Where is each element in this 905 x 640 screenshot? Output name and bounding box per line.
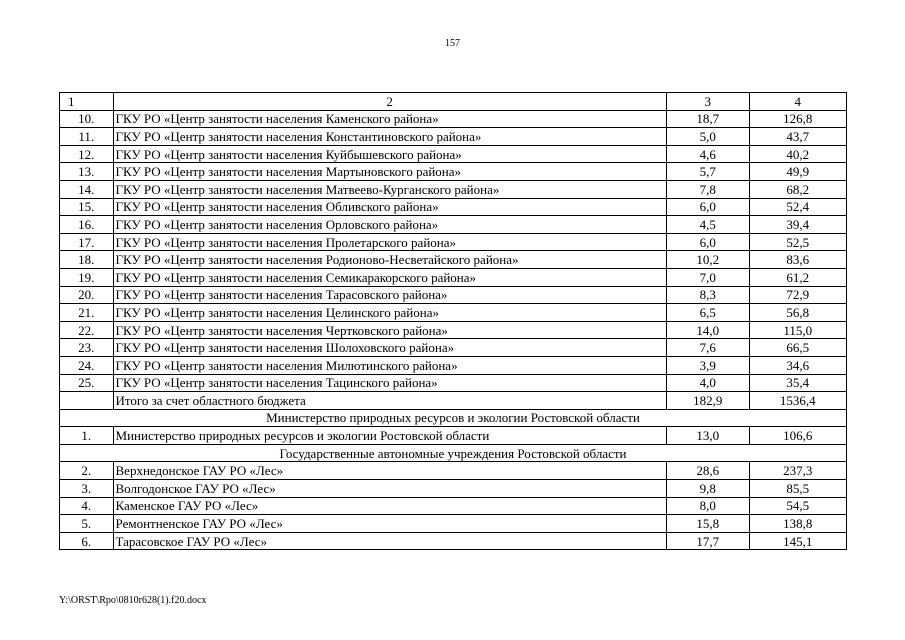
row-name: Тарасовское ГАУ РО «Лес» [113, 532, 666, 550]
row-value-3: 10,2 [666, 251, 749, 269]
row-value-4: 49,9 [749, 163, 846, 181]
row-name: ГКУ РО «Центр занятости населения Родионово-Несветайского района» [113, 251, 666, 269]
row-value-3: 4,6 [666, 145, 749, 163]
row-value-3: 5,7 [666, 163, 749, 181]
row-value-3: 13,0 [666, 427, 749, 445]
table-row [60, 110, 847, 128]
section-gau-label: Государственные автономные учреждения Ростовской области [60, 444, 847, 462]
row-value-3: 7,6 [666, 339, 749, 357]
subtotal-label: Итого за счет областного бюджета [113, 392, 666, 410]
table-row [60, 462, 847, 480]
row-name: ГКУ РО «Центр занятости населения Пролетарского района» [113, 233, 666, 251]
row-value-4: 39,4 [749, 216, 846, 234]
row-number: 18. [60, 251, 114, 269]
table-row [60, 374, 847, 392]
row-name: ГКУ РО «Центр занятости населения Семикаракорского района» [113, 268, 666, 286]
row-value-3: 6,0 [666, 233, 749, 251]
row-value-3: 4,5 [666, 216, 749, 234]
row-name: ГКУ РО «Центр занятости населения Обливского района» [113, 198, 666, 216]
row-value-3: 17,7 [666, 532, 749, 550]
subtotal-value-3: 182,9 [666, 392, 749, 410]
row-value-4: 145,1 [749, 532, 846, 550]
data-table [59, 92, 847, 550]
section-ministry-label: Министерство природных ресурсов и экологии Ростовской области [60, 409, 847, 427]
row-number: 4. [60, 497, 114, 515]
table-row [60, 515, 847, 533]
row-value-4: 61,2 [749, 268, 846, 286]
table-row [60, 497, 847, 515]
header-col-1: 1 [60, 93, 114, 111]
table-row [60, 321, 847, 339]
row-number: 19. [60, 268, 114, 286]
row-number: 16. [60, 216, 114, 234]
row-number: 2. [60, 462, 114, 480]
row-value-4: 68,2 [749, 180, 846, 198]
row-number: 20. [60, 286, 114, 304]
row-value-4: 115,0 [749, 321, 846, 339]
row-value-4: 56,8 [749, 304, 846, 322]
table-row [60, 128, 847, 146]
table-row [60, 304, 847, 322]
row-name: ГКУ РО «Центр занятости населения Тацинского района» [113, 374, 666, 392]
row-name: Каменское ГАУ РО «Лес» [113, 497, 666, 515]
row-value-3: 5,0 [666, 128, 749, 146]
row-number: 25. [60, 374, 114, 392]
row-value-4: 54,5 [749, 497, 846, 515]
row-number: 6. [60, 532, 114, 550]
row-value-4: 237,3 [749, 462, 846, 480]
row-value-4: 72,9 [749, 286, 846, 304]
row-value-4: 52,4 [749, 198, 846, 216]
row-value-3: 4,0 [666, 374, 749, 392]
subtotal-value-4: 1536,4 [749, 392, 846, 410]
table-row [60, 268, 847, 286]
header-col-2: 2 [113, 93, 666, 111]
row-number: 15. [60, 198, 114, 216]
row-value-4: 83,6 [749, 251, 846, 269]
row-name: ГКУ РО «Центр занятости населения Тарасовского района» [113, 286, 666, 304]
table-row [60, 532, 847, 550]
table-row [60, 145, 847, 163]
row-value-4: 106,6 [749, 427, 846, 445]
row-value-3: 18,7 [666, 110, 749, 128]
row-value-3: 7,0 [666, 268, 749, 286]
subtotal-number [60, 392, 114, 410]
row-name: ГКУ РО «Центр занятости населения Орловского района» [113, 216, 666, 234]
row-number: 17. [60, 233, 114, 251]
row-number: 13. [60, 163, 114, 181]
row-number: 23. [60, 339, 114, 357]
table-row [60, 180, 847, 198]
row-value-4: 40,2 [749, 145, 846, 163]
row-number: 12. [60, 145, 114, 163]
table-row [60, 286, 847, 304]
row-value-3: 6,5 [666, 304, 749, 322]
row-name: Министерство природных ресурсов и экологии Ростовской области [113, 427, 666, 445]
row-value-3: 8,0 [666, 497, 749, 515]
footer-file-path: Y:\ORST\Rpo\0810r628(1).f20.docx [59, 595, 207, 606]
table-row [60, 339, 847, 357]
row-name: ГКУ РО «Центр занятости населения Куйбышевского района» [113, 145, 666, 163]
row-name: ГКУ РО «Центр занятости населения Целинского района» [113, 304, 666, 322]
row-name: ГКУ РО «Центр занятости населения Каменского района» [113, 110, 666, 128]
row-number: 5. [60, 515, 114, 533]
row-value-4: 126,8 [749, 110, 846, 128]
table-row [60, 233, 847, 251]
row-name: ГКУ РО «Центр занятости населения Милютинского района» [113, 356, 666, 374]
row-name: Волгодонское ГАУ РО «Лес» [113, 480, 666, 498]
row-value-3: 15,8 [666, 515, 749, 533]
row-number: 14. [60, 180, 114, 198]
row-number: 11. [60, 128, 114, 146]
table-body [60, 93, 847, 550]
row-value-3: 28,6 [666, 462, 749, 480]
page-number: 157 [445, 38, 460, 49]
row-value-3: 7,8 [666, 180, 749, 198]
section-gau [60, 444, 847, 462]
row-value-4: 66,5 [749, 339, 846, 357]
row-value-3: 3,9 [666, 356, 749, 374]
row-name: ГКУ РО «Центр занятости населения Константиновского района» [113, 128, 666, 146]
row-value-3: 8,3 [666, 286, 749, 304]
table-row [60, 216, 847, 234]
row-value-4: 85,5 [749, 480, 846, 498]
table-header-row [60, 93, 847, 111]
row-name: ГКУ РО «Центр занятости населения Мартыновского района» [113, 163, 666, 181]
subtotal-row [60, 392, 847, 410]
section-ministry [60, 409, 847, 427]
table-row [60, 427, 847, 445]
row-value-4: 138,8 [749, 515, 846, 533]
row-value-3: 6,0 [666, 198, 749, 216]
row-name: Ремонтненское ГАУ РО «Лес» [113, 515, 666, 533]
row-name: Верхнедонское ГАУ РО «Лес» [113, 462, 666, 480]
table-row [60, 251, 847, 269]
row-value-4: 52,5 [749, 233, 846, 251]
table-row [60, 356, 847, 374]
row-name: ГКУ РО «Центр занятости населения Чертковского района» [113, 321, 666, 339]
row-name: ГКУ РО «Центр занятости населения Матвеево-Курганского района» [113, 180, 666, 198]
row-number: 10. [60, 110, 114, 128]
row-number: 1. [60, 427, 114, 445]
row-number: 22. [60, 321, 114, 339]
row-value-4: 34,6 [749, 356, 846, 374]
row-value-4: 35,4 [749, 374, 846, 392]
row-value-3: 14,0 [666, 321, 749, 339]
table-row [60, 480, 847, 498]
row-name: ГКУ РО «Центр занятости населения Шолоховского района» [113, 339, 666, 357]
row-number: 24. [60, 356, 114, 374]
row-value-3: 9,8 [666, 480, 749, 498]
table-row [60, 198, 847, 216]
row-value-4: 43,7 [749, 128, 846, 146]
header-col-4: 4 [749, 93, 846, 111]
row-number: 21. [60, 304, 114, 322]
table-row [60, 163, 847, 181]
header-col-3: 3 [666, 93, 749, 111]
row-number: 3. [60, 480, 114, 498]
